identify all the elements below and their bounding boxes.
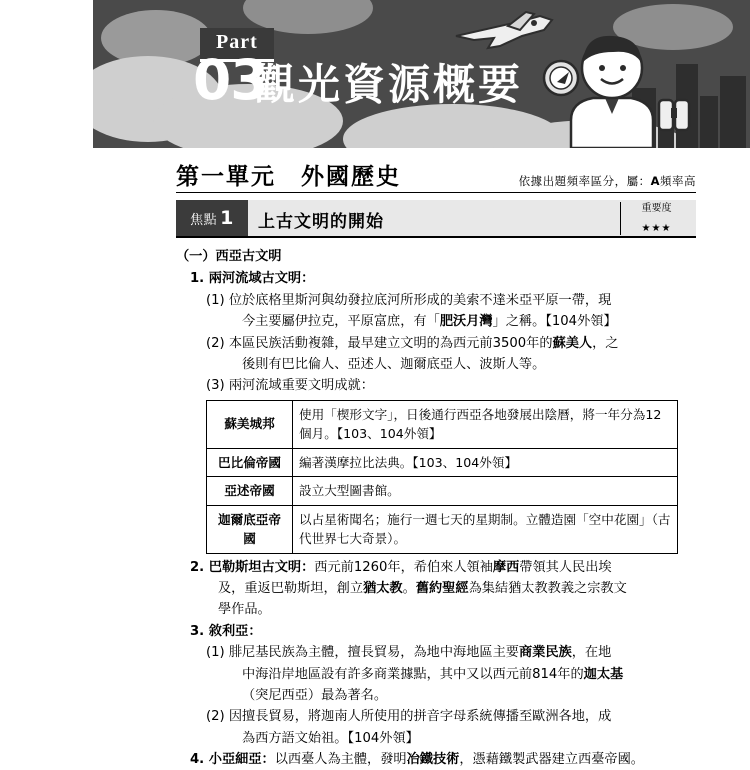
subsection-heading: 1. 兩河流域古文明： — [190, 271, 315, 287]
table-cell-key: 巴比倫帝國 — [207, 448, 293, 477]
table-cell-key: 蘇美城邦 — [207, 400, 293, 448]
list-item: 4. 小亞細亞：以西臺人為主體，發明冶鐵技術，憑藉鐵製武器建立西臺帝國。 — [190, 752, 644, 768]
importance-label: 重要度 — [641, 203, 672, 214]
table-cell-value: 設立大型圖書館。 — [293, 477, 678, 506]
tour-guide-illustration — [513, 16, 723, 148]
focus-tag — [176, 200, 248, 236]
civilization-table — [206, 400, 678, 554]
list-item: (1) 腓尼基民族為主體，擅長貿易，為地中海地區主要商業民族，在地 中海沿岸地區設有許多商業據點，其中又以西元前814年的迦太基 （突尼西亞）最為著名。 — [206, 645, 624, 703]
unit-title: 第一單元 外國歷史 — [176, 164, 401, 190]
focus-tag-label: 焦點 — [190, 212, 218, 228]
body-content — [176, 246, 696, 770]
table-row — [207, 477, 678, 506]
table-cell-value: 編著漢摩拉比法典。【103、104外領】 — [293, 448, 678, 477]
part-title: 觀光資源概要 — [253, 60, 524, 109]
importance-stars: ★★★ — [641, 223, 672, 234]
unit-heading-row — [176, 158, 696, 192]
list-item: 2. 巴勒斯坦古文明：西元前1260年，希伯來人領袖摩西帶領其人民出埃 及，重返巴勒斯坦，創立猶太教。舊約聖經為集結猶太教教義之宗教文 學作品。 — [190, 559, 627, 618]
list-item: (2) 因擅長貿易，將迦南人所使用的拼音字母系統傳播至歐洲各地，成 為西方語文始祖。【104外領】 — [206, 709, 612, 746]
importance-badge — [620, 202, 692, 235]
focus-title: 上古文明的開始 — [258, 212, 384, 232]
list-item: (2) 本區民族活動複雜，最早建立文明的為西元前3500年的蘇美人，之 後則有巴比倫人、亞述人、迦爾底亞人、波斯人等。 — [206, 335, 619, 372]
list-item: (3) 兩河流域重要文明成就： — [206, 378, 374, 394]
table-row — [207, 448, 678, 477]
part-number: 03 — [193, 48, 268, 112]
part-label: Part — [200, 28, 274, 62]
section-heading: （一）西亞古文明 — [176, 249, 282, 264]
list-item: (1) 位於底格里斯河與幼發拉底河所形成的美索不達米亞平原一帶，現 今主要屬伊拉克，平原富庶，有「肥沃月灣」之稱。【104外領】 — [206, 292, 617, 330]
subsection-heading: 3. 敘利亞： — [190, 623, 262, 639]
table-cell-value: 使用「楔形文字」，日後通行西亞各地發展出陰曆，將一年分為12個月。【103、104外領】 — [293, 400, 678, 448]
unit-frequency-note: 依據出題頻率區分，屬：A頻率高 — [518, 174, 696, 188]
chapter-banner — [93, 0, 750, 148]
table-cell-value: 以占星術聞名；施行一週七天的星期制。立體造園「空中花園」（古代世界七大奇景）。 — [293, 505, 678, 553]
focus-bar — [176, 200, 696, 238]
heading-divider — [176, 192, 696, 193]
focus-tag-number: 1 — [220, 207, 234, 229]
table-cell-key: 迦爾底亞帝國 — [207, 505, 293, 553]
table-row — [207, 400, 678, 448]
table-row — [207, 505, 678, 553]
table-cell-key: 亞述帝國 — [207, 477, 293, 506]
